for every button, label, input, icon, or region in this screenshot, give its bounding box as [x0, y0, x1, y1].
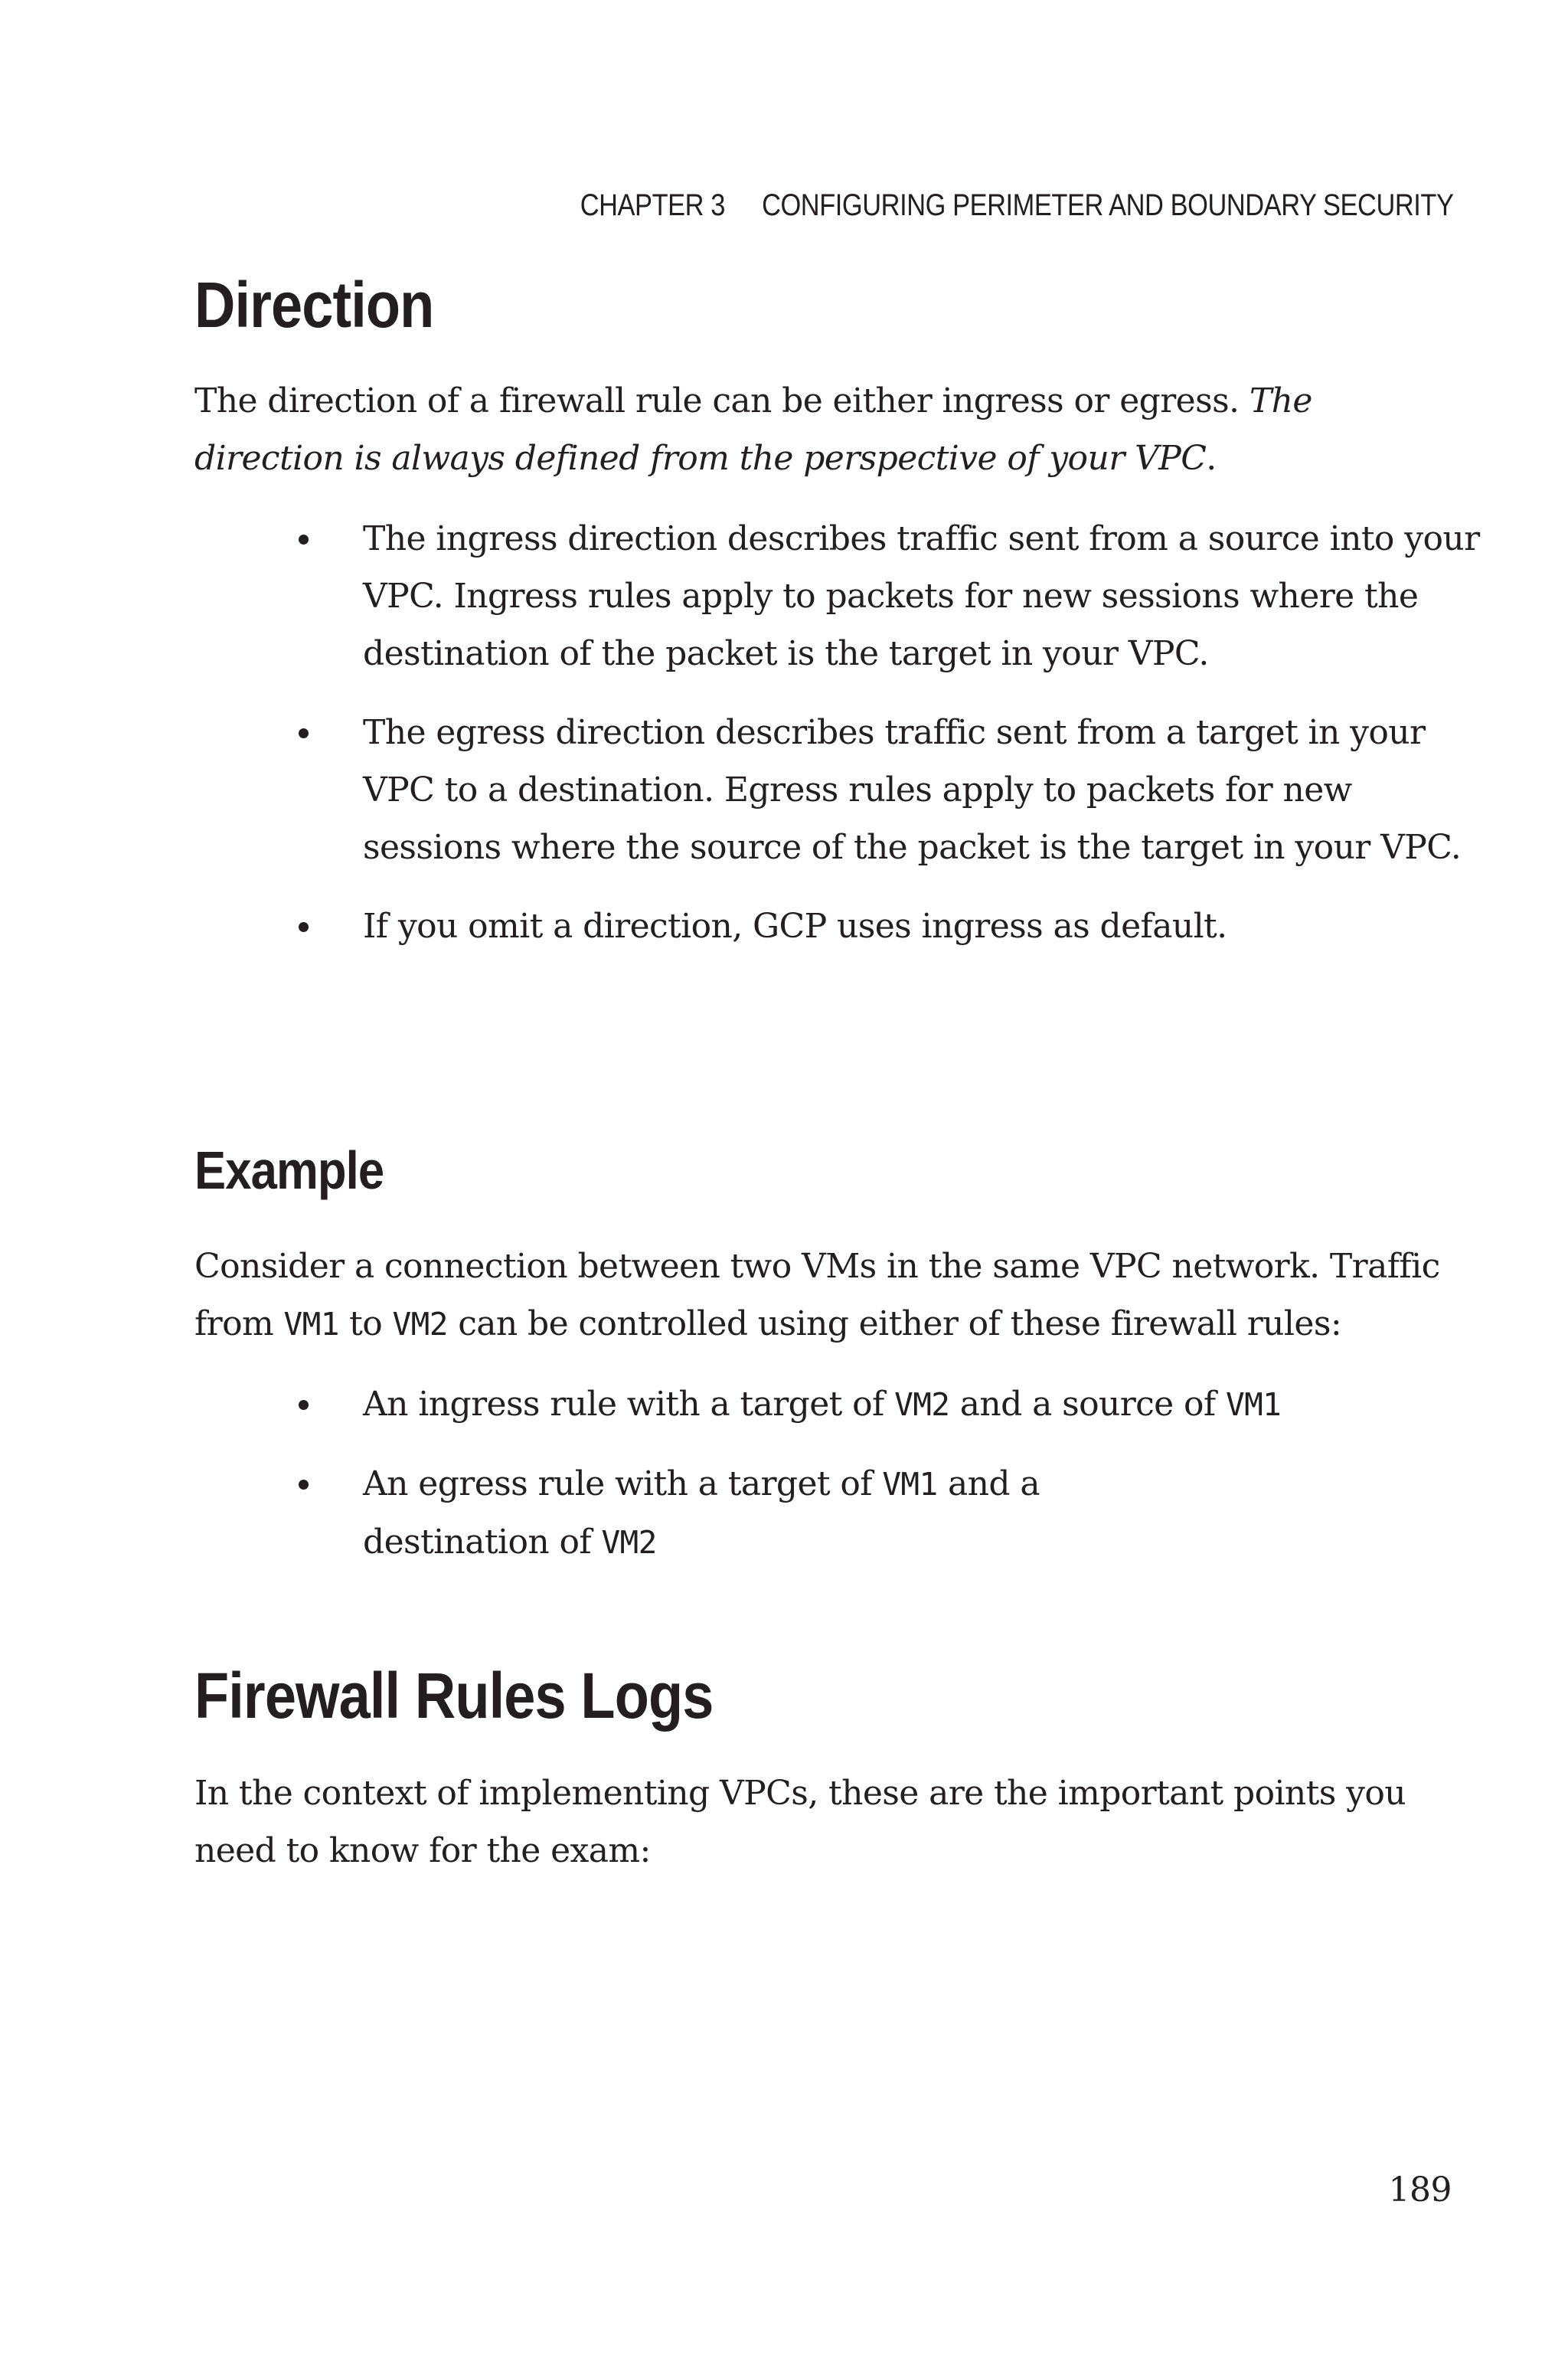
- direction-intro-italic: The direction is always defined from the perspective of your VPC: [194, 381, 1312, 478]
- example-intro-text-2: to: [338, 1304, 393, 1343]
- list-item-text: The egress direction describes traffic sent from a target in your VPC to a destination. Egress rules apply to packets for new sessions where the source of the packet is the target in your VPC.: [363, 713, 1462, 867]
- page-number: 189: [1388, 2170, 1452, 2210]
- example-intro-text-3: can be controlled using either of these firewall rules:: [447, 1304, 1342, 1343]
- logs-intro: In the context of implementing VPCs, these are the important points you need to know for the exam:: [194, 1774, 1406, 1870]
- direction-intro-end: .: [1206, 439, 1217, 478]
- list-item-text: If you omit a direction, GCP uses ingress as default.: [363, 907, 1227, 946]
- code-vm2: VM2: [392, 1306, 448, 1343]
- running-header: [580, 188, 1453, 223]
- chapter-label: CHAPTER 3: [580, 188, 725, 222]
- list-item-text: The ingress direction describes traffic sent from a source into your VPC. Ingress rules apply to packets for new sessions where the destination of the packet is the target in your VPC.: [363, 519, 1480, 673]
- example-intro-text-1: Consider a connection between two VMs in the same VPC network. Traffic from: [194, 1247, 1440, 1343]
- list-item: [194, 898, 1496, 955]
- chapter-title: CONFIGURING PERIMETER AND BOUNDARY SECURITY: [761, 188, 1453, 222]
- code-vm2: VM2: [894, 1386, 950, 1423]
- code-vm2: VM2: [601, 1524, 657, 1561]
- list-item-text: An egress rule with a target of: [363, 1464, 883, 1503]
- example-bullet-list: [194, 1375, 1496, 1572]
- list-item: [194, 510, 1496, 682]
- list-item-text: An ingress rule with a target of: [363, 1385, 895, 1424]
- code-vm1: VM1: [882, 1466, 938, 1503]
- list-item: [194, 1375, 1496, 1434]
- section-heading-example: Example: [194, 1140, 384, 1200]
- section-heading-direction: Direction: [194, 269, 434, 341]
- list-item: [194, 704, 1496, 876]
- bullet-icon: [299, 1480, 309, 1490]
- example-intro: [194, 1238, 1455, 1353]
- bullet-icon: [299, 535, 309, 545]
- bullet-icon: [299, 728, 309, 738]
- direction-intro-text: The direction of a firewall rule can be either ingress or egress.: [194, 381, 1250, 420]
- list-item: [194, 1455, 1159, 1572]
- section-heading-firewall-rules-logs: Firewall Rules Logs: [194, 1660, 714, 1732]
- direction-bullet-list: [194, 510, 1496, 955]
- bullet-icon: [299, 1400, 309, 1410]
- code-vm1: VM1: [1225, 1386, 1282, 1423]
- code-vm1: VM1: [283, 1306, 339, 1343]
- bullet-icon: [299, 922, 309, 932]
- list-item-text: and a destination of: [363, 1464, 1040, 1562]
- list-item-text: and a source of: [949, 1385, 1226, 1424]
- direction-intro: [194, 372, 1455, 487]
